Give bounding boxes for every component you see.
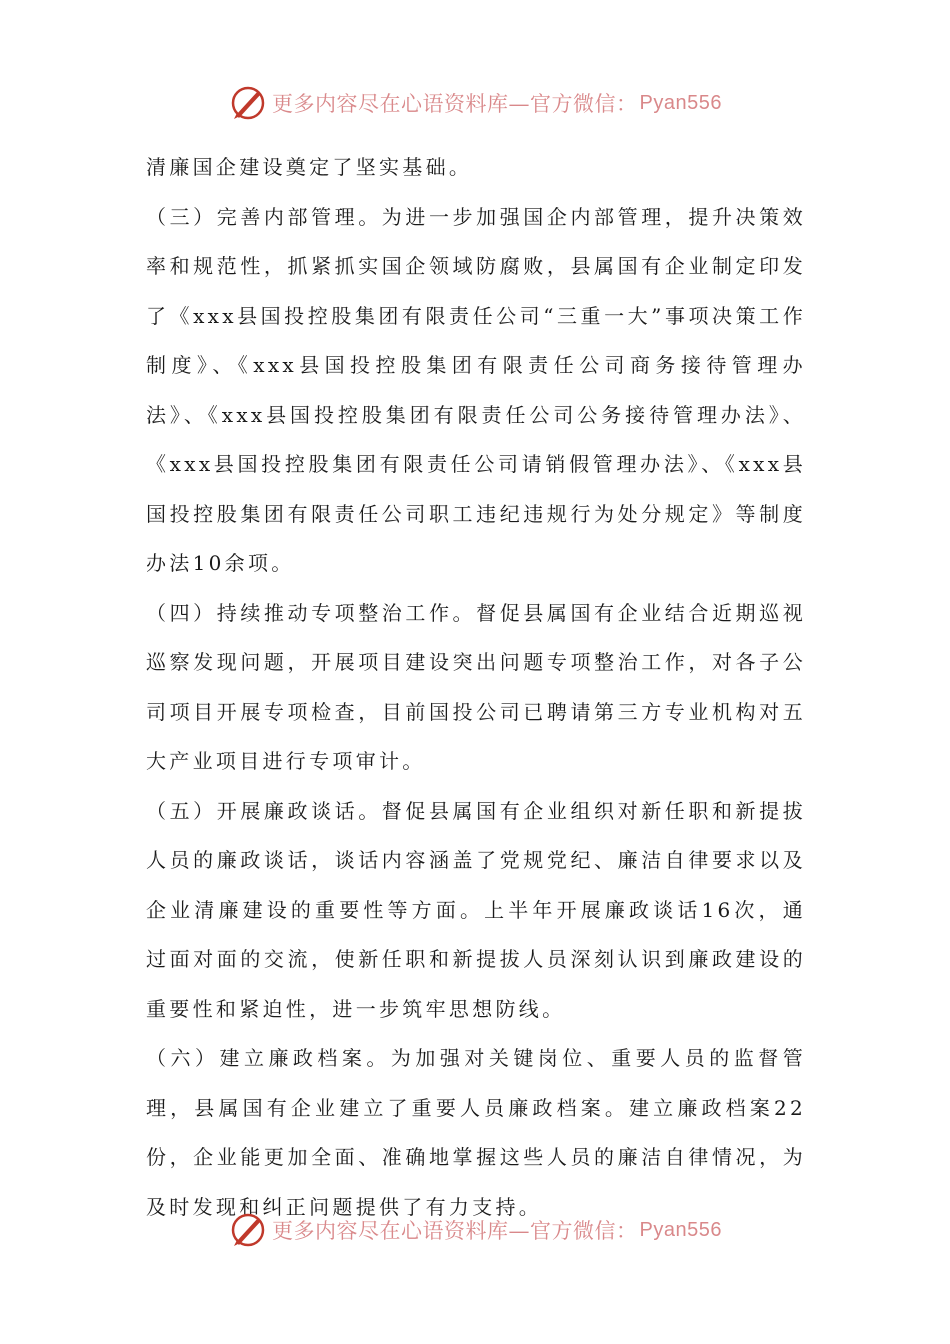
header-banner-text: 更多内容尽在心语资料库—官方微信： [272, 92, 638, 116]
paragraph-section-6: （六）建立廉政档案。为加强对关键岗位、重要人员的监督管理，县属国有企业建立了重要人员廉政档案。建立廉政档案22份，企业能更加全面、准确地掌握这些人员的廉洁自律情况，为及时发现和纠正问题提供了有力支持。 [146, 1046, 806, 1219]
pen-logo-icon [228, 83, 268, 123]
paragraph-section-5: （五）开展廉政谈话。督促县属国有企业组织对新任职和新提拔人员的廉政谈话，谈话内容涵盖了党规党纪、廉洁自律要求以及企业清廉建设的重要性等方面。上半年开展廉政谈话16次，通过面对面的交流，使新任职和新提拔人员深刻认识到廉政建设的重要性和紧迫性，进一步筑牢思想防线。 [146, 798, 806, 1021]
header-watermark-banner [0, 80, 950, 126]
footer-watermark-banner [0, 1207, 950, 1253]
footer-banner-text: 更多内容尽在心语资料库—官方微信： [272, 1219, 638, 1243]
header-wechat-id: Pyan556 [639, 91, 722, 114]
paragraph-section-3: （三）完善内部管理。为进一步加强国企内部管理，提升决策效率和规范性，抓紧抓实国企领域防腐败，县属国有企业制定印发了《xxx县国投控股集团有限责任公司“三重一大”事项决策工作制度》、《xxx县国投控股集团有限责任公司商务接待管理办法》、《xxx县国投控股集团有限责任公司公务接待管理办法》、《xxx县国投控股集团有限责任公司请销假管理办法》、《xxx县国投控股集团有限责任公司职工违纪违规行为处分规定》等制度办法10余项。 [146, 204, 806, 575]
pen-logo-icon [228, 1210, 268, 1250]
footer-wechat-id: Pyan556 [639, 1218, 722, 1241]
paragraph-continuation: 清廉国企建设奠定了坚实基础。 [146, 155, 473, 179]
paragraph-section-4: （四）持续推动专项整治工作。督促县属国有企业结合近期巡视巡察发现问题，开展项目建设突出问题专项整治工作，对各子公司项目开展专项检查，目前国投公司已聘请第三方专业机构对五大产业项目进行专项审计。 [146, 600, 806, 773]
document-body [146, 143, 806, 1232]
